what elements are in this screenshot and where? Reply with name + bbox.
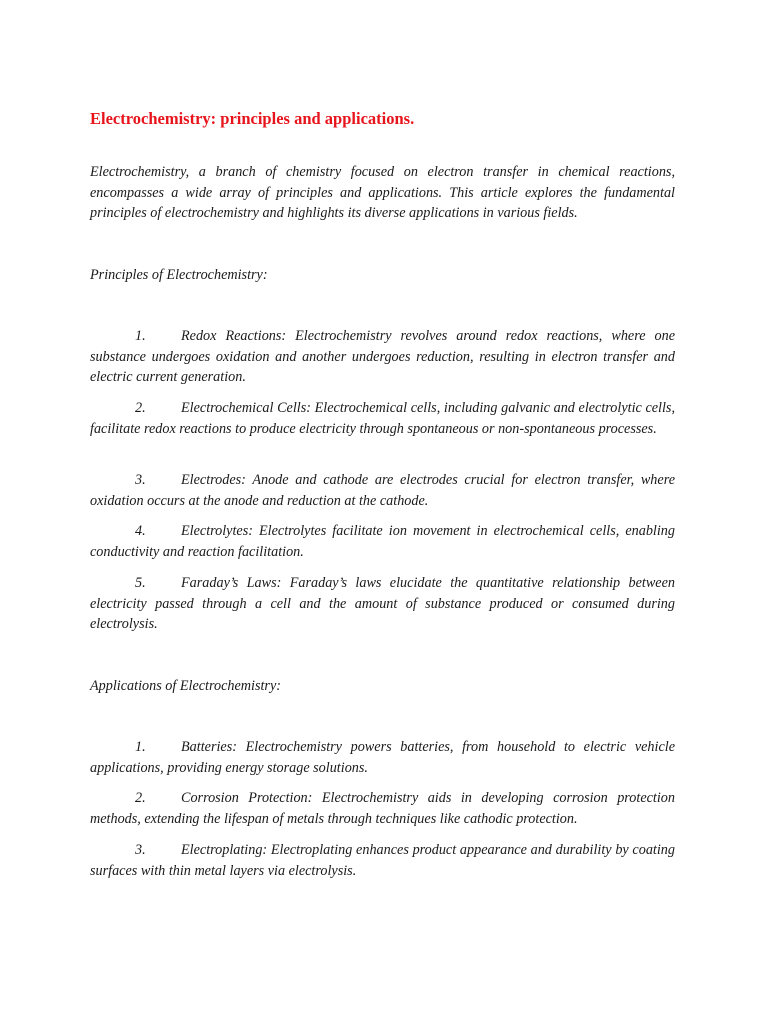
list-item-text: Batteries: Electrochemistry powers batteries, from household to electric vehicle applications, providing energy storage solutions. — [90, 739, 675, 776]
principles-heading: Principles of Electrochemistry: — [90, 267, 268, 283]
list-number: 2. — [135, 400, 146, 416]
principle-item-5 — [90, 573, 675, 635]
list-item-text: Electrolytes: Electrolytes facilitate ion movement in electrochemical cells, enabling conductivity and reaction facilitation. — [90, 523, 675, 560]
list-item-text: Redox Reactions: Electrochemistry revolves around redox reactions, where one substance undergoes oxidation and another undergoes reduction, resulting in electron transfer and electric current generation. — [90, 328, 675, 386]
list-number: 1. — [135, 739, 146, 755]
principle-item-4 — [90, 521, 675, 562]
intro-paragraph: Electrochemistry, a branch of chemistry focused on electron transfer in chemical reactions, encompasses a wide array of principles and applications. This article explores the fundamental principles of electrochemistry and highlights its diverse applications in various fields. — [90, 164, 675, 222]
principle-item-3 — [90, 470, 675, 511]
list-item-text: Faraday’s Laws: Faraday’s laws elucidate the quantitative relationship between electricity passed through a cell and the amount of substance produced or consumed during electrolysis. — [90, 575, 675, 633]
list-item-text: Electrochemical Cells: Electrochemical cells, including galvanic and electrolytic cells, facilitate redox reactions to produce electricity through spontaneous or non-spontaneous processes. — [90, 400, 675, 437]
list-number: 3. — [135, 842, 146, 858]
application-item-3 — [90, 840, 675, 881]
application-item-2 — [90, 788, 675, 829]
list-number: 4. — [135, 523, 146, 539]
principle-item-1 — [90, 326, 675, 388]
principle-item-2 — [90, 398, 675, 439]
application-item-1 — [90, 737, 675, 778]
list-number: 3. — [135, 472, 146, 488]
list-number: 5. — [135, 575, 146, 591]
document-title: Electrochemistry: principles and applications. — [90, 109, 415, 128]
list-number: 2. — [135, 790, 146, 806]
applications-heading: Applications of Electrochemistry: — [90, 678, 281, 694]
list-number: 1. — [135, 328, 146, 344]
list-item-text: Electroplating: Electroplating enhances product appearance and durability by coating surfaces with thin metal layers via electrolysis. — [90, 842, 675, 879]
list-item-text: Corrosion Protection: Electrochemistry aids in developing corrosion protection methods, extending the lifespan of metals through techniques like cathodic protection. — [90, 790, 675, 827]
list-item-text: Electrodes: Anode and cathode are electrodes crucial for electron transfer, where oxidation occurs at the anode and reduction at the cathode. — [90, 472, 675, 509]
